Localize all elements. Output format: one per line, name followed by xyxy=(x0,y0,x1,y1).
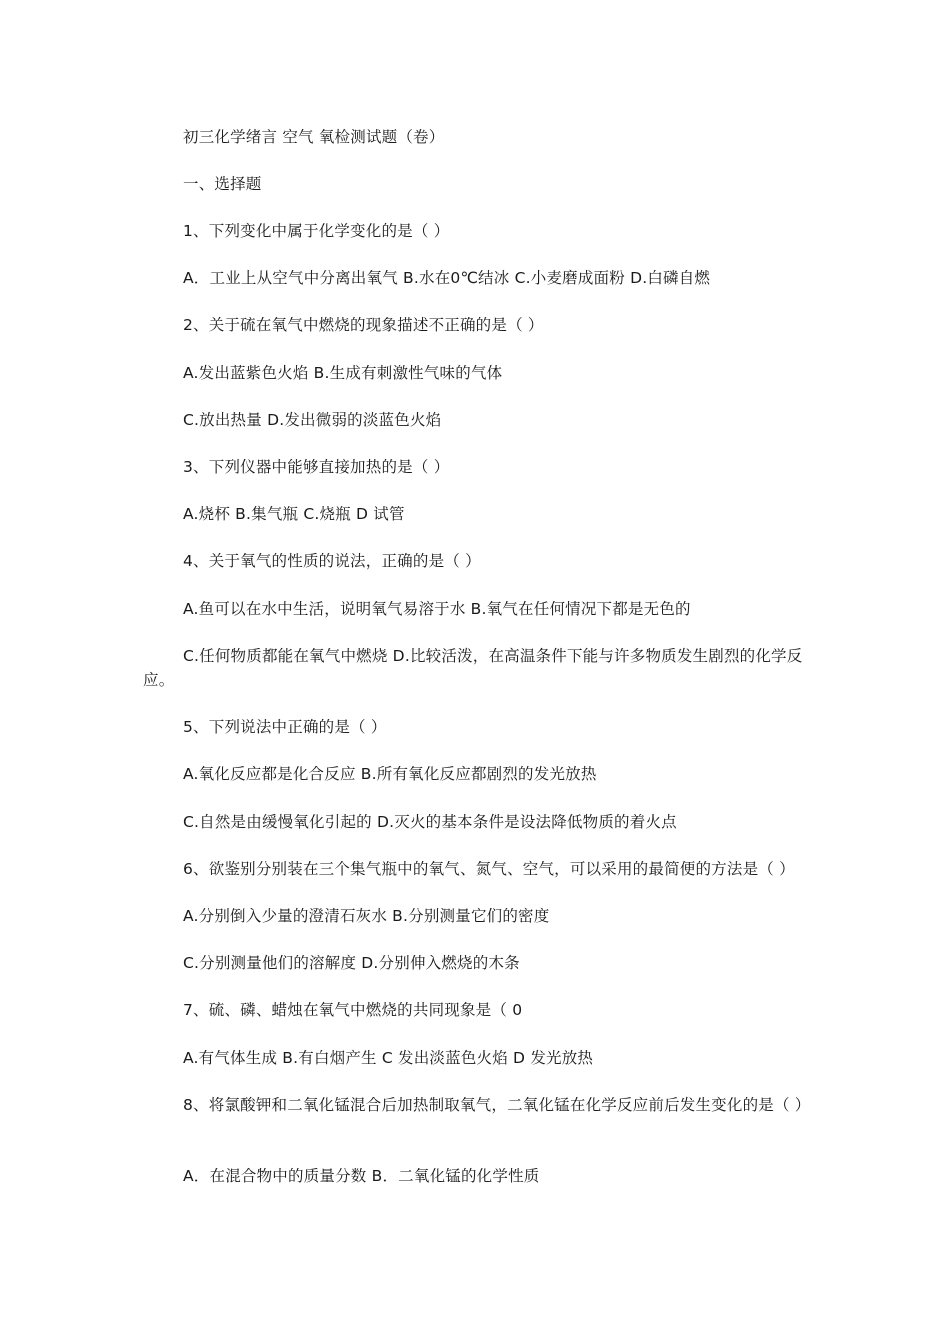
question-4-options-cd: C.任何物质都能在氧气中燃烧 D.比较活泼，在高温条件下能与许多物质发生剧烈的化学反应。 xyxy=(143,647,803,689)
question-2: 2、关于硫在氧气中燃烧的现象描述不正确的是（ ） xyxy=(183,316,544,334)
question-3: 3、下列仪器中能够直接加热的是（ ） xyxy=(183,458,450,476)
section-heading: 一、选择题 xyxy=(183,175,262,193)
question-5-options-ab: A.氧化反应都是化合反应 B.所有氧化反应都剧烈的发光放热 xyxy=(183,765,597,783)
question-6-options-cd: C.分别测量他们的溶解度 D.分别伸入燃烧的木条 xyxy=(183,954,520,972)
question-3-options: A.烧杯 B.集气瓶 C.烧瓶 D 试管 xyxy=(183,505,405,523)
question-8: 8、将氯酸钾和二氧化锰混合后加热制取氧气，二氧化锰在化学反应前后发生变化的是（ ） xyxy=(183,1096,811,1114)
question-4: 4、关于氧气的性质的说法，正确的是（ ） xyxy=(183,552,481,570)
question-2-options-cd: C.放出热量 D.发出微弱的淡蓝色火焰 xyxy=(183,411,442,429)
question-8-options-ab: A．在混合物中的质量分数 B．二氧化锰的化学性质 xyxy=(183,1167,540,1185)
question-7: 7、硫、磷、蜡烛在氧气中燃烧的共同现象是（ 0 xyxy=(183,1001,523,1019)
question-1: 1、下列变化中属于化学变化的是（ ） xyxy=(183,222,450,240)
question-1-options: A．工业上从空气中分离出氧气 B.水在0℃结冰 C.小麦磨成面粉 D.白磷自燃 xyxy=(183,269,711,287)
question-6-options-ab: A.分别倒入少量的澄清石灰水 B.分别测量它们的密度 xyxy=(183,907,550,925)
question-6: 6、欲鉴别分别装在三个集气瓶中的氧气、氮气、空气，可以采用的最简便的方法是（ ） xyxy=(183,860,795,878)
question-5-options-cd: C.自然是由缓慢氧化引起的 D.灭火的基本条件是设法降低物质的着火点 xyxy=(183,813,677,831)
question-4-options-ab: A.鱼可以在水中生活，说明氧气易溶于水 B.氧气在任何情况下都是无色的 xyxy=(183,600,691,618)
document-title: 初三化学绪言 空气 氧检测试题（卷） xyxy=(183,128,445,146)
question-2-options-ab: A.发出蓝紫色火焰 B.生成有刺激性气味的气体 xyxy=(183,364,503,382)
question-7-options: A.有气体生成 B.有白烟产生 C 发出淡蓝色火焰 D 发光放热 xyxy=(183,1049,594,1067)
question-5: 5、下列说法中正确的是（ ） xyxy=(183,718,387,736)
